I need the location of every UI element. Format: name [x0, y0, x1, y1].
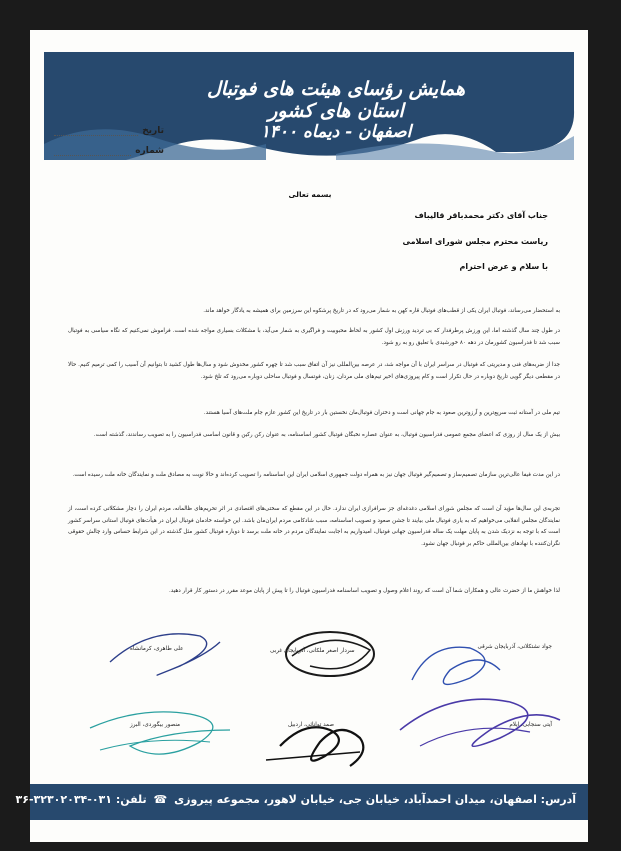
- signature-scribble: [412, 647, 500, 684]
- paragraph: لذا خواهش ما از حضرت عالی و همکاران شما آن است که روند اعلام وصول و تصویب اساسنامه فدراسیون فوتبال را تا پیش از پایان موعد مقرر در دستور کار قرار دهید.: [168, 588, 560, 594]
- signature-scribble: [90, 712, 230, 754]
- date-field: [54, 122, 164, 136]
- footer-phone-label: تلفن:: [115, 793, 147, 806]
- footer-phone: ۰۳۱-۳۲۳۰۲۰۳۴-۳۶: [15, 793, 112, 806]
- recipient-name: جناب آقای دکتر محمدباقر قالیباف: [414, 211, 548, 220]
- signature-scribble: [420, 728, 530, 746]
- date-label: تاریخ: [142, 126, 164, 136]
- signature-scribble: [280, 727, 363, 766]
- conference-title: همایش رؤسای هیئت های فوتبال استان های کشور: [206, 78, 466, 122]
- greeting: با سلام و عرض احترام: [459, 262, 548, 271]
- number-label: شماره: [135, 146, 164, 156]
- paragraph: بیش از یک سال از روزی که اعضای مجمع عمومی فدراسیون فوتبال، به عنوان عصاره نخبگان فوتبال کشور اساسنامه، به عنوان رکن رکین و قانون اساسی فدراسیون را به تصویب رساندند، گذشته است.: [93, 432, 560, 438]
- number-dotted-line: [54, 146, 131, 156]
- signature-scribble: [266, 752, 360, 760]
- signature-scribble: [110, 634, 220, 675]
- paragraph: در این مدت فیفا عالی‌ترین سازمان تصمیم‌ساز و تصمیم‌گیر فوتبال جهان نیز به همراه دولت جمهوری اسلامی ایران این اساسنامه را تصویب کرده‌اند و حالا نوبت به مصادق ملت و نمایندگان خانه ملت رسیده است.: [72, 472, 560, 478]
- number-field: [54, 142, 164, 156]
- conference-subtitle: اصفهان - دیماه ۱۴۰۰: [260, 122, 412, 142]
- signatory-name: علی طاهری، کرمانشاه: [130, 646, 184, 652]
- paragraph: جدا از ضربه‌های فنی و مدیریتی که فوتبال در سراسر ایران با آن مواجه شد، در عرصه بین‌المللی نیز آن اتفاق سبب شد تا چهره کشور مخدوش شود و سال‌ها طول کشید تا بتوانیم آن آسیب را کمی ترمیم کنیم. حالا در مقطعی دیگر گویی تاریخ دوباره در حال تکرار است و کام پیروزی‌های اخیر تیم‌های ملی مردان، زنان، فوتسال و فوتبال ساحلی دوباره می‌رود که تلخ شود.: [68, 362, 560, 380]
- footer-bar: [15, 784, 588, 820]
- date-dotted-line: [54, 126, 138, 136]
- phone-icon: ☎: [153, 793, 168, 806]
- footer-contact: [15, 793, 576, 806]
- signatory-name: منصور بیگوردی، البرز: [130, 722, 181, 728]
- signatory-name: سردار اصغر ملکانی، آذربایجان غربی: [270, 648, 355, 654]
- paragraph: به استحضار می‌رساند، فوتبال ایران یکی از قطب‌های فوتبال قاره کهن به شمار می‌رود که در تاریخ پرشکوه این سرزمین برای همیشه به یادگار خواهد ماند.: [203, 308, 560, 314]
- footer-address: آدرس: اصفهان، میدان احمدآباد، خیابان جی، خیابان لاهور، مجموعه پیروزی: [174, 793, 576, 806]
- signature-scribble: [292, 640, 370, 668]
- bismillah: بسمه تعالی: [288, 190, 332, 199]
- paragraph: در طول چند سال گذشته اما، این ورزش پرطرفدار که بی تردید ورزش اول کشور به لحاظ محبوبیت و فراگیری به شمار می‌آید، با مشکلات بسیاری مواجه شده است. فراموش نمی‌کنیم که نگاه سیاسی به فوتبال سبب شد تا فدراسیون کشورمان در دهه ۸۰ خورشیدی با تعلیق رو به رو شود.: [68, 328, 560, 346]
- recipient-title: ریاست محترم مجلس شورای اسلامی: [402, 237, 548, 246]
- paragraph: تجربه‌ی این سال‌ها مؤید آن است که مجلس شورای اسلامی دغدغه‌ای جز سرافرازی ایران ندارد. حال در این مقطع که سختی‌های اقتصادی در اثر تحریم‌های ظالمانه، مردم ایران را دچار مشکلاتی کرده است، از نمایندگان مجلس انقلابی می‌خواهیم که به یاری فوتبال ملی بیایند تا جشن صعود و تصویب اساسنامه، سبب شادکامی مردم ایران‌مان باشد. این خواسته خادمان فوتبال ایران در هیأت‌های فوتبال استانی سراسر کشور است که با توجه به نزدیک شدن به پایان مهلت یک ساله فدراسیون جهانی فوتبال، امیدواریم به اجابت نمایندگان مردم در خانه ملت برسد تا دوباره فوتبال کشور مثل گذشته در این شرایط حساس وارد چالش حقوقی نگران‌کننده با نهادهای بین‌المللی حاکم بر فوتبال جهان نشود.: [68, 506, 560, 547]
- letter-page: [15, 30, 588, 842]
- signature-scribble: [286, 632, 374, 676]
- paragraph: تیم ملی در آستانه ثبت سریع‌ترین و آرزوترین صعود به جام جهانی است و دختران فوتبال‌مان نخستین بار در تاریخ این کشور عازم جام ملت‌های آسیا هستند.: [203, 410, 560, 416]
- signatory-name: آیتی سنجابی، ایلام: [509, 722, 552, 728]
- signatory-name: صمد توانائی، اردبیل: [288, 722, 334, 728]
- signatory-name: جواد نشتکلانی، آذربایجان شرقی: [477, 644, 552, 650]
- signature-scribble: [100, 740, 210, 750]
